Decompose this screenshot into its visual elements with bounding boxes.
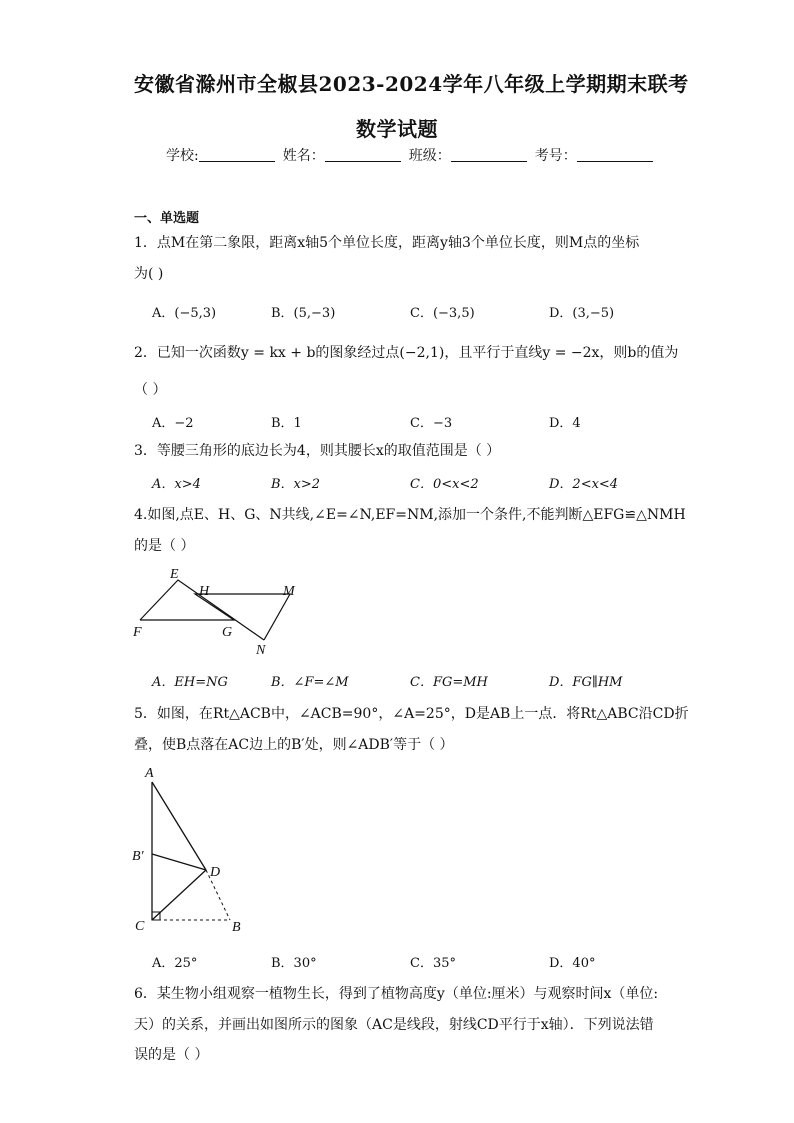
q5-option-a[interactable]: A．25° (152, 956, 198, 971)
q6-stem-line2: 天）的关系，并画出如图所示的图象（AC是线段，射线CD平行于x轴）．下列说法错 (134, 1017, 654, 1033)
q6-stem-line1: 6．某生物小组观察一植物生长，得到了植物高度y（单位:厘米）与观察时间x（单位: (134, 986, 659, 1002)
school-label: 学校: (166, 148, 199, 164)
q2-option-a[interactable]: A．−2 (152, 416, 194, 431)
q4-option-c[interactable]: C．FG=MH (410, 675, 488, 690)
q5-label-b: B (232, 920, 241, 935)
q5-label-c: C (135, 919, 145, 934)
q1-option-d[interactable]: D．(3,−5) (549, 306, 615, 321)
class-blank[interactable] (451, 147, 527, 162)
q1-stem-line2: 为( ) (134, 266, 164, 282)
q5-figure (128, 762, 258, 938)
q1-stem-line1: 1．点M在第二象限，距离x轴5个单位长度，距离y轴3个单位长度，则M点的坐标 (134, 235, 640, 251)
q5-option-d[interactable]: D．40° (549, 956, 596, 971)
q3-option-a[interactable]: A．x>4 (152, 477, 201, 492)
name-blank[interactable] (325, 147, 401, 162)
q4-option-d[interactable]: D．FG∥HM (549, 675, 623, 690)
q4-stem-line2: 的是（ ） (134, 538, 195, 554)
id-label: 考号： (534, 148, 577, 164)
q5-stem-line2: 叠，使B点落在AC边上的B′处，则∠ADB′等于（ ） (134, 737, 454, 753)
q5-label-a: A (145, 766, 154, 781)
doc-title-line2: 数学试题 (356, 117, 438, 141)
q2-stem-line1: 2．已知一次函数y = kx + b的图象经过点(−2,1)，且平行于直线y = −2x，则b的值为 (134, 345, 679, 361)
q4-label-f: F (133, 625, 142, 640)
q2-option-b[interactable]: B．1 (271, 416, 302, 431)
section-heading: 一、单选题 (134, 211, 200, 226)
q5-label-b-prime: B′ (132, 849, 144, 864)
q4-label-e: E (170, 567, 179, 582)
q2-option-d[interactable]: D．4 (549, 416, 581, 431)
q4-label-g: G (222, 625, 233, 640)
q3-option-c[interactable]: C．0<x<2 (410, 477, 479, 492)
q4-option-a[interactable]: A．EH=NG (152, 675, 228, 690)
q5-stem-line1: 5．如图，在Rt△ACB中，∠ACB=90°，∠A=25°，D是AB上一点．将Rt△ABC沿CD折 (134, 706, 689, 722)
q4-stem-line1: 4.如图,点E、H、G、N共线,∠E=∠N,EF=NM,添加一个条件,不能判断△EFG≌△NMH (134, 507, 686, 523)
q3-option-d[interactable]: D．2<x<4 (549, 477, 619, 492)
q2-stem-line2: （ ） (134, 382, 167, 398)
q4-label-h: H (199, 584, 210, 599)
doc-title-line1: 安徽省滁州市全椒县2023-2024学年八年级上学期期末联考 (134, 72, 689, 96)
q6-stem-line3: 误的是（ ） (134, 1047, 209, 1063)
info-fields (166, 145, 661, 165)
id-blank[interactable] (577, 147, 653, 162)
q4-line-f-g-h-m-n (140, 594, 290, 640)
q5-label-d: D (210, 865, 221, 880)
q4-label-m: M (283, 584, 295, 599)
class-label: 班级： (408, 148, 451, 164)
q4-figure (130, 562, 310, 660)
q5-option-b[interactable]: B．30° (271, 956, 317, 971)
q4-option-b[interactable]: B．∠F=∠M (271, 675, 349, 690)
q1-option-c[interactable]: C．(−3,5) (410, 306, 475, 321)
q3-option-b[interactable]: B．x>2 (271, 477, 321, 492)
q5-option-c[interactable]: C．35° (410, 956, 456, 971)
school-blank[interactable] (199, 147, 275, 162)
q1-option-b[interactable]: B．(5,−3) (271, 306, 336, 321)
q2-option-c[interactable]: C．−3 (410, 416, 453, 431)
q1-option-a[interactable]: A．(−5,3) (152, 306, 217, 321)
q3-stem-line1: 3．等腰三角形的底边长为4，则其腰长x的取值范围是（ ） (134, 443, 501, 459)
q4-label-n: N (256, 643, 266, 658)
name-label: 姓名： (282, 148, 325, 164)
